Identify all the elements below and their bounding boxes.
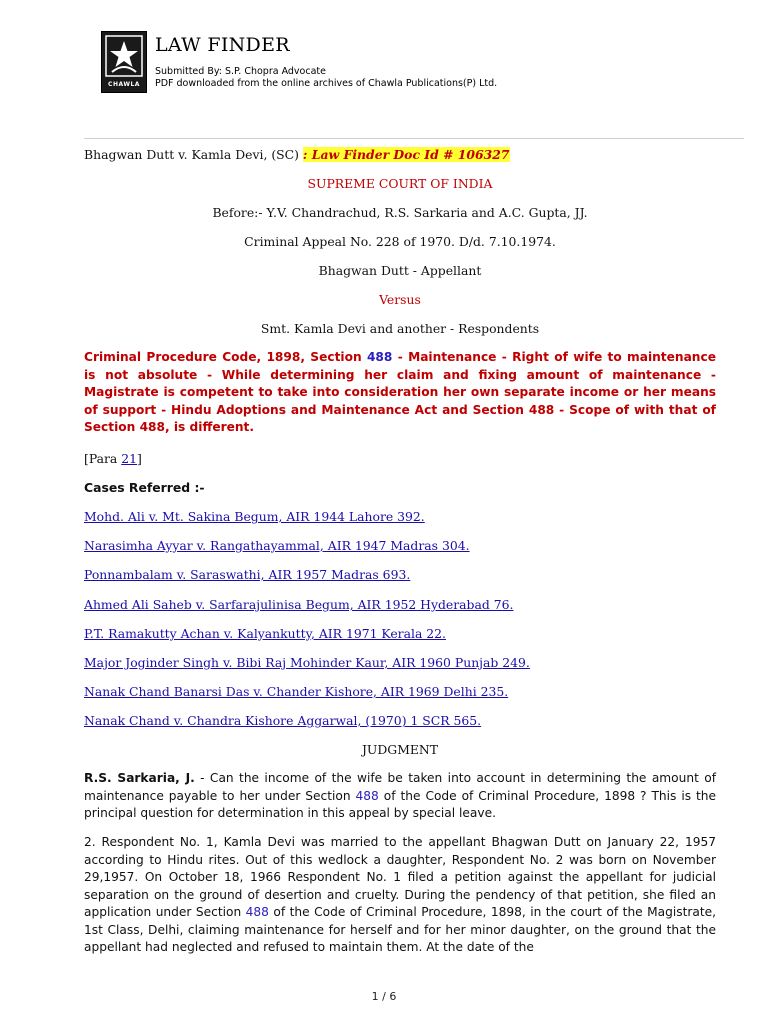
case-title-line: [84, 146, 716, 164]
case-link[interactable]: Nanak Chand v. Chandra Kishore Aggarwal, (1970) 1 SCR 565.: [84, 713, 482, 728]
star-emblem-icon: [102, 32, 146, 80]
para-21-link[interactable]: 21: [121, 451, 138, 466]
section-488-link[interactable]: 488: [366, 350, 393, 364]
paragraph-1: [84, 770, 716, 823]
section-488-link[interactable]: 488: [245, 905, 269, 919]
appellant: Bhagwan Dutt - Appellant: [318, 263, 482, 278]
headnote: [84, 349, 716, 437]
para-ref-post: ]: [137, 451, 142, 466]
submitted-by: Submitted By: S.P. Chopra Advocate: [155, 66, 326, 77]
judge-name: R.S. Sarkaria, J.: [84, 771, 195, 785]
doc-id-highlight: : Law Finder Doc Id # 106327: [302, 147, 510, 162]
versus: Versus: [379, 292, 421, 307]
case-link[interactable]: Nanak Chand Banarsi Das v. Chander Kishore, AIR 1969 Delhi 235.: [84, 684, 509, 699]
logo-text: CHAWLA: [108, 81, 140, 88]
case-link[interactable]: Ahmed Ali Saheb v. Sarfarajulinisa Begum, AIR 1952 Hyderabad 76.: [84, 597, 514, 612]
section-488-link[interactable]: 488: [355, 788, 379, 803]
respondents: Smt. Kamla Devi and another - Respondents: [260, 321, 540, 336]
para-reference: [84, 450, 716, 468]
appeal-number: Criminal Appeal No. 228 of 1970. D/d. 7.10.1974.: [244, 234, 556, 249]
headnote-text-2: - Maintenance - Right of wife to maintenance is not absolute - While determining her claim and fixing amount of maintenance - Magistrate is competent to take into consideration her own separate income or her means of support - Hindu Adoptions and Maintenance Act and Section 488 - Scope of with that of Section 488, is different.: [84, 350, 716, 434]
court-name: SUPREME COURT OF INDIA: [307, 176, 493, 191]
header-divider: [84, 138, 744, 139]
headnote-text-1: Criminal Procedure Code, 1898, Section: [84, 350, 362, 364]
para-ref-pre: [Para: [84, 451, 118, 466]
p2-text-a: 2. Respondent No. 1, Kamla Devi was married to the appellant Bhagwan Dutt on January 22, 1957 according to Hindu rites. Out of this wedlock a daughter, Respondent No. 2 was born on November 29,1957. On October 18, 1966 Respondent No. 1 filed a petition against the appellant for judicial separation on the ground of desertion and cruelty. During the pendency of that petition, she filed an application under Section: [84, 835, 716, 919]
judgment-heading: JUDGMENT: [361, 742, 439, 757]
downloaded-from: PDF downloaded from the online archives of Chawla Publications(P) Ltd.: [155, 78, 498, 89]
p1-text-b: of the Code of Criminal Procedure, 1898 ? This is the principal question for determination in this appeal by special leave.: [84, 788, 717, 820]
case-link[interactable]: Mohd. Ali v. Mt. Sakina Begum, AIR 1944 Lahore 392.: [84, 509, 425, 524]
case-title: Bhagwan Dutt v. Kamla Devi, (SC): [84, 147, 299, 162]
case-link[interactable]: Narasimha Ayyar v. Rangathayammal, AIR 1947 Madras 304.: [84, 538, 470, 553]
cases-referred-heading: Cases Referred :-: [84, 480, 205, 495]
case-link[interactable]: Ponnambalam v. Saraswathi, AIR 1957 Madras 693.: [84, 567, 411, 582]
page-number: 1 / 6: [371, 990, 397, 1003]
chawla-logo: [101, 31, 147, 93]
case-link[interactable]: Major Joginder Singh v. Bibi Raj Mohinder Kaur, AIR 1960 Punjab 249.: [84, 655, 530, 670]
case-link[interactable]: P.T. Ramakutty Achan v. Kalyankutty, AIR 1971 Kerala 22.: [84, 626, 446, 641]
p2-text-b: of the Code of Criminal Procedure, 1898, in the court of the Magistrate, 1st Class, Delhi, claiming maintenance for herself and for her minor daughter, on the ground that the appellant had neglected and refused to maintain them. At the date of the: [84, 905, 717, 954]
brand-title: LAW FINDER: [155, 34, 290, 56]
p1-text-a: - Can the income of the wife be taken into account in determining the amount of maintenance payable to her under Section: [84, 771, 716, 803]
paragraph-2: [84, 834, 716, 957]
document-header: [101, 31, 661, 95]
bench: Before:- Y.V. Chandrachud, R.S. Sarkaria and A.C. Gupta, JJ.: [212, 205, 588, 220]
